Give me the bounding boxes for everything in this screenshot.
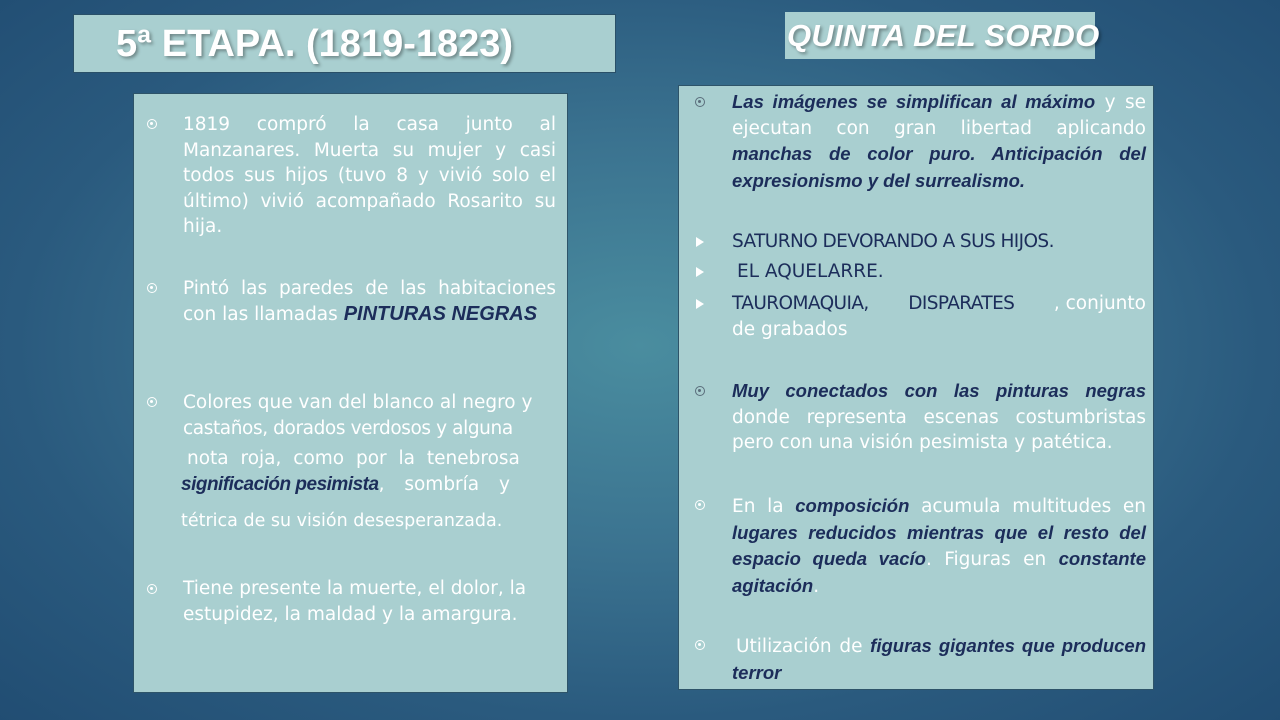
work-saturno bbox=[732, 229, 1146, 255]
left-item-purchase bbox=[183, 112, 556, 240]
subtitle-box bbox=[785, 12, 1100, 59]
right-item-connected bbox=[732, 378, 1146, 456]
right-item-connected-text: donde representa escenas costumbristas pero con una visión pesimista y patética. bbox=[732, 406, 1146, 453]
pinturas-negras-emphasis: PINTURAS NEGRAS bbox=[343, 302, 538, 325]
left-item-walls bbox=[183, 276, 556, 327]
work-aquelarre bbox=[732, 259, 1146, 285]
colors-line-4 bbox=[181, 472, 554, 498]
slide-title: 5ª ETAPA. (1819-1823) bbox=[116, 23, 514, 65]
circle-bullet-icon bbox=[695, 500, 705, 510]
right-item-images-text: y se ejecutan con gran libertad aplicando bbox=[732, 92, 1146, 139]
left-item-death-text: Tiene presente la muerte, el dolor, la estupidez, la maldad y la amargura. bbox=[183, 578, 527, 625]
circle-bullet-icon bbox=[147, 119, 157, 129]
arrow-bullet-icon bbox=[696, 267, 704, 277]
circle-bullet-icon bbox=[695, 386, 705, 396]
right-item-composition bbox=[732, 493, 1146, 599]
right-item-images bbox=[732, 89, 1146, 194]
giants-text: Utilización de bbox=[736, 636, 863, 657]
left-item-purchase-text: 1819 compró la casa junto al Manzanares. Muerta su mujer y casi todos sus hijos (tuvo 8 y vivió solo el último) vivió acompañado Rosarito su hija. bbox=[183, 114, 556, 237]
slide-subtitle: QUINTA DEL SORDO bbox=[787, 18, 1100, 53]
work-tauromaquia bbox=[732, 291, 1146, 342]
significacion-pesimista-emphasis: significación pesimista bbox=[181, 473, 379, 495]
circle-bullet-icon bbox=[147, 584, 157, 594]
composition-text-b: acumula multitudes en bbox=[921, 496, 1146, 517]
disparates-text: DISPARATES bbox=[908, 293, 1015, 314]
colors-line-3-text: nota roja, como por la tenebrosa bbox=[187, 448, 520, 469]
left-item-walls-text: Pintó las paredes de las habitaciones con las llamadas bbox=[183, 278, 556, 325]
conjunto-text: , conjunto bbox=[1053, 293, 1146, 314]
colors-line-5 bbox=[181, 509, 554, 535]
right-item-giants bbox=[732, 633, 1146, 686]
composition-text-c: . Figuras en bbox=[925, 549, 1047, 570]
tauromaquia-text: TAUROMAQUIA, bbox=[732, 293, 869, 314]
colors-line-2-text: castaños, dorados verdosos y alguna bbox=[183, 417, 513, 439]
figuras-gigantes-emphasis: figuras gigantes que producen terror bbox=[732, 635, 1146, 683]
colors-line-3 bbox=[183, 446, 556, 472]
work-saturno-text: SATURNO DEVORANDO A SUS HIJOS. bbox=[732, 231, 1054, 252]
lugares-emphasis: lugares reducidos mientras que el resto del espacio queda vacío bbox=[732, 521, 1146, 569]
colors-line-5-text: tétrica de su visión desesperanzada. bbox=[181, 511, 503, 531]
simplify-emphasis: Las imágenes se simplifican al máximo bbox=[732, 91, 1096, 112]
colors-line-4-text: , sombría y bbox=[378, 473, 510, 495]
arrow-bullet-icon bbox=[696, 299, 704, 309]
grabados-text: de grabados bbox=[732, 318, 848, 340]
manchas-emphasis: manchas de color puro. Anticipación del expresionismo y del surrealismo. bbox=[732, 143, 1146, 191]
composicion-emphasis: composición bbox=[795, 495, 910, 516]
left-item-colors bbox=[183, 390, 556, 535]
colors-line-1 bbox=[183, 390, 556, 416]
circle-bullet-icon bbox=[147, 397, 157, 407]
circle-bullet-icon bbox=[695, 97, 705, 107]
right-panel bbox=[678, 85, 1154, 690]
left-panel bbox=[133, 93, 568, 693]
conectados-emphasis: Muy conectados con las pinturas negras bbox=[732, 380, 1146, 401]
circle-bullet-icon bbox=[147, 283, 157, 293]
composition-text-a: En la bbox=[732, 496, 784, 517]
arrow-bullet-icon bbox=[696, 237, 704, 247]
circle-bullet-icon bbox=[695, 640, 705, 650]
agitacion-emphasis: constante agitación bbox=[732, 548, 1146, 596]
title-box bbox=[73, 14, 616, 73]
colors-line-2 bbox=[183, 416, 556, 442]
composition-text-d: . bbox=[813, 575, 820, 597]
left-item-death bbox=[183, 576, 556, 627]
colors-line-1-text: Colores que van del blanco al negro y bbox=[183, 392, 533, 413]
work-aquelarre-text: EL AQUELARRE. bbox=[737, 261, 884, 282]
